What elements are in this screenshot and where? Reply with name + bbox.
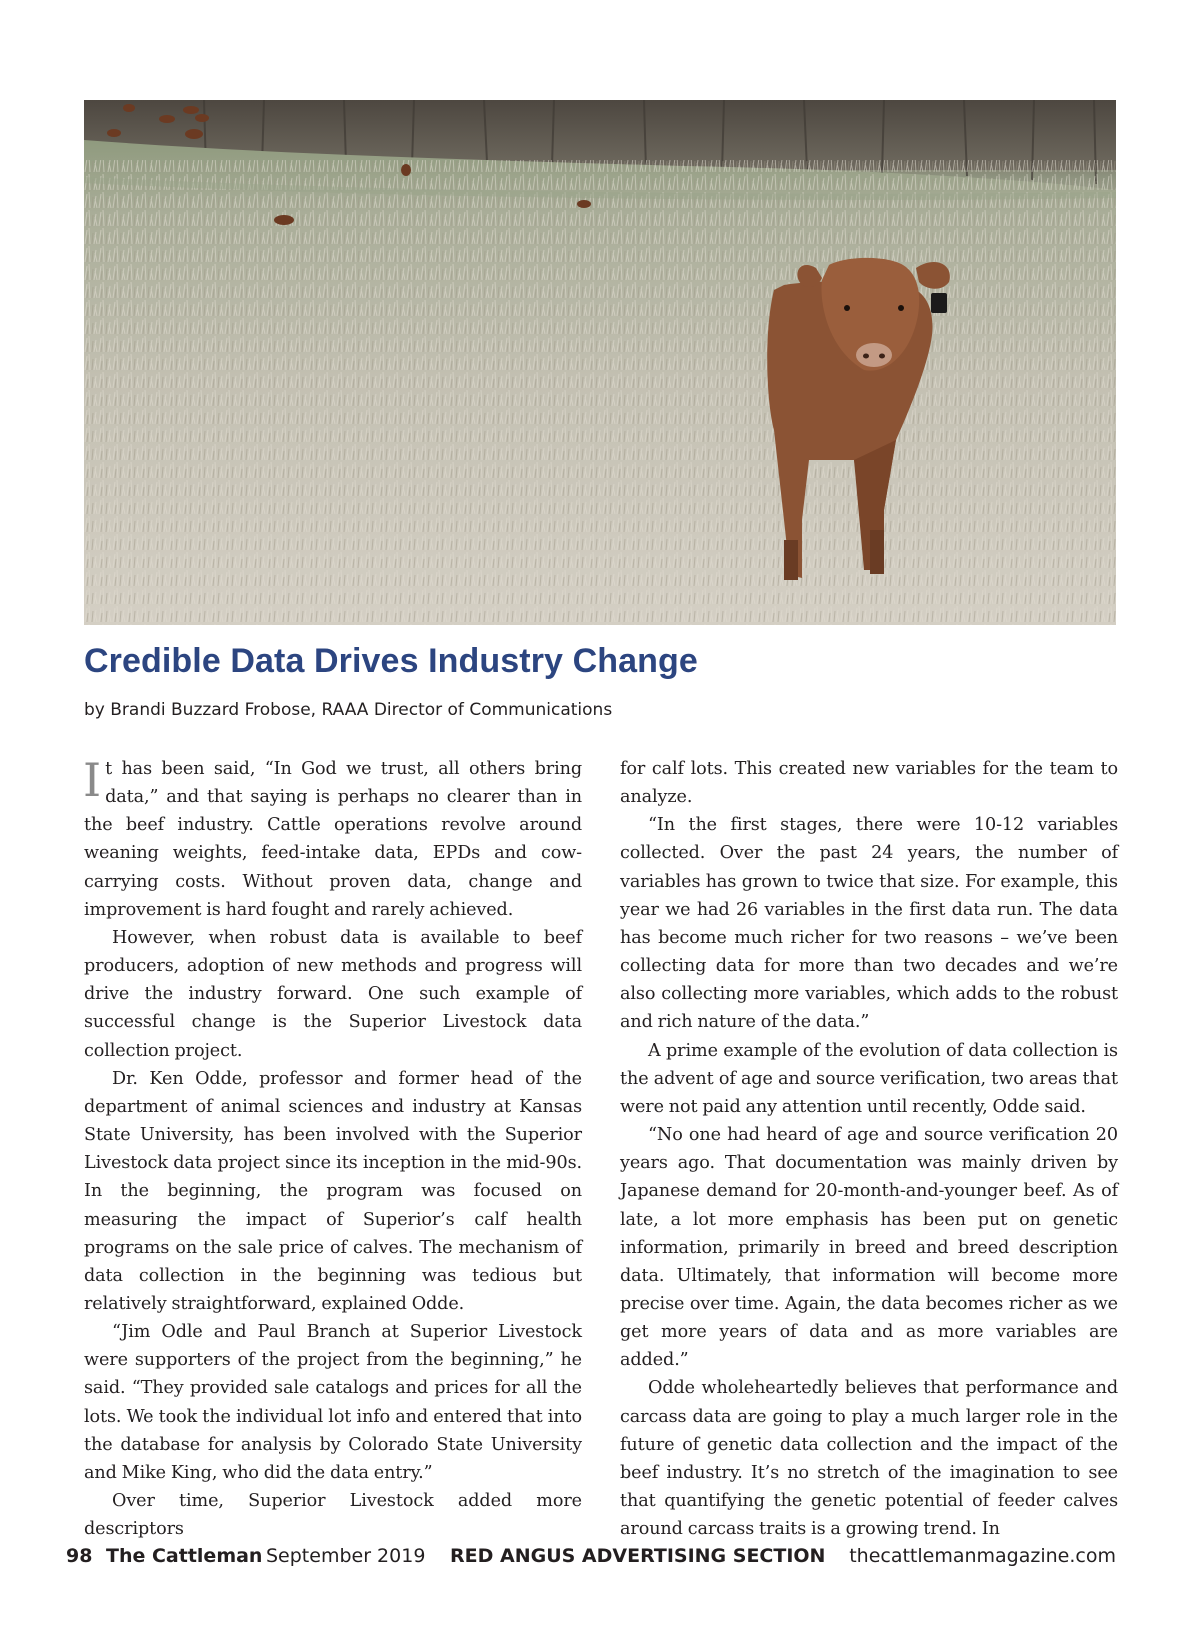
section-name: RED ANGUS ADVERTISING SECTION [450,1545,826,1567]
article-paragraph: Odde wholeheartedly believes that performance and carcass data are going to play a much larger role in the future of genetic data collection and the impact of the beef industry. It’s no stretch of the imagination to see that quantifying the genetic potential of feeder calves around carcass traits is a growing trend. In [620,1378,1118,1540]
issue-date: September 2019 [266,1545,426,1567]
dropcap-letter: I [83,753,102,807]
article-paragraph: “No one had heard of age and source verification 20 years ago. That documentation was mainly driven by Japanese demand for 20-month-and-younger beef. As of late, a lot more emphasis has been put on genetic information, primarily in breed and breed description data. Ultimately, that information will become more precise over time. Again, the data becomes richer as we get more years of data and as more variables are added.” [620,1125,1118,1371]
article-paragraph [84,755,582,924]
article-paragraph: “Jim Odle and Paul Branch at Superior Livestock were supporters of the project from the beginning,” he said. “They provided sale catalogs and prices for all the lots. We took the individual lot info and entered that into the database for analysis by Colorado State University and Mike King, who did the data entry.” [84,1322,582,1483]
magazine-url: thecattlemanmagazine.com [849,1545,1116,1567]
article-paragraph: A prime example of the evolution of data collection is the advent of age and source verification, two areas that were not paid any attention until recently, Odde said. [620,1040,1118,1117]
calf-photo [84,100,1116,625]
magazine-name: The Cattleman [106,1545,263,1567]
article-paragraph: Over time, Superior Livestock added more descriptors [84,1491,582,1540]
page-number: 98 [66,1545,93,1567]
article-title: Credible Data Drives Industry Change [84,642,698,680]
article-byline: by Brandi Buzzard Frobose, RAAA Director of Communications [84,700,613,720]
paragraph-text: t has been said, “In God we trust, all others bring data,” and that saying is perhaps no clearer than in the beef industry. Cattle operations revolve around weaning weights, feed-intake data, EPDs and cow-carrying costs. Without proven data, change and improvement is hard fought and rarely achieved. [84,759,582,920]
article-paragraph: However, when robust data is available to beef producers, adoption of new methods and progress will drive the industry forward. One such example of successful change is the Superior Livestock data collection project. [84,927,582,1061]
article-right-column [620,755,1118,1543]
page-footer [66,1545,1116,1575]
article-left-column [84,755,582,1543]
calf-in-pasture-icon [84,100,1116,625]
article-paragraph: for calf lots. This created new variables for the team to analyze. [620,759,1118,808]
article-paragraph: Dr. Ken Odde, professor and former head of the department of animal sciences and industry at Kansas State University, has been involved with the Superior Livestock data project since its inception in the mid-90s. In the beginning, the program was focused on measuring the impact of Superior’s calf health programs on the sale price of calves. The mechanism of data collection in the beginning was tedious but relatively straightforward, explained Odde. [84,1068,582,1314]
article-paragraph: “In the first stages, there were 10-12 variables collected. Over the past 24 years, the number of variables has grown to twice that size. For example, this year we had 26 variables in the first data run. The data has become much richer for two reasons – we’ve been collecting data for more than two decades and we’re also collecting more variables, which adds to the robust and rich nature of the data.” [620,815,1118,1033]
